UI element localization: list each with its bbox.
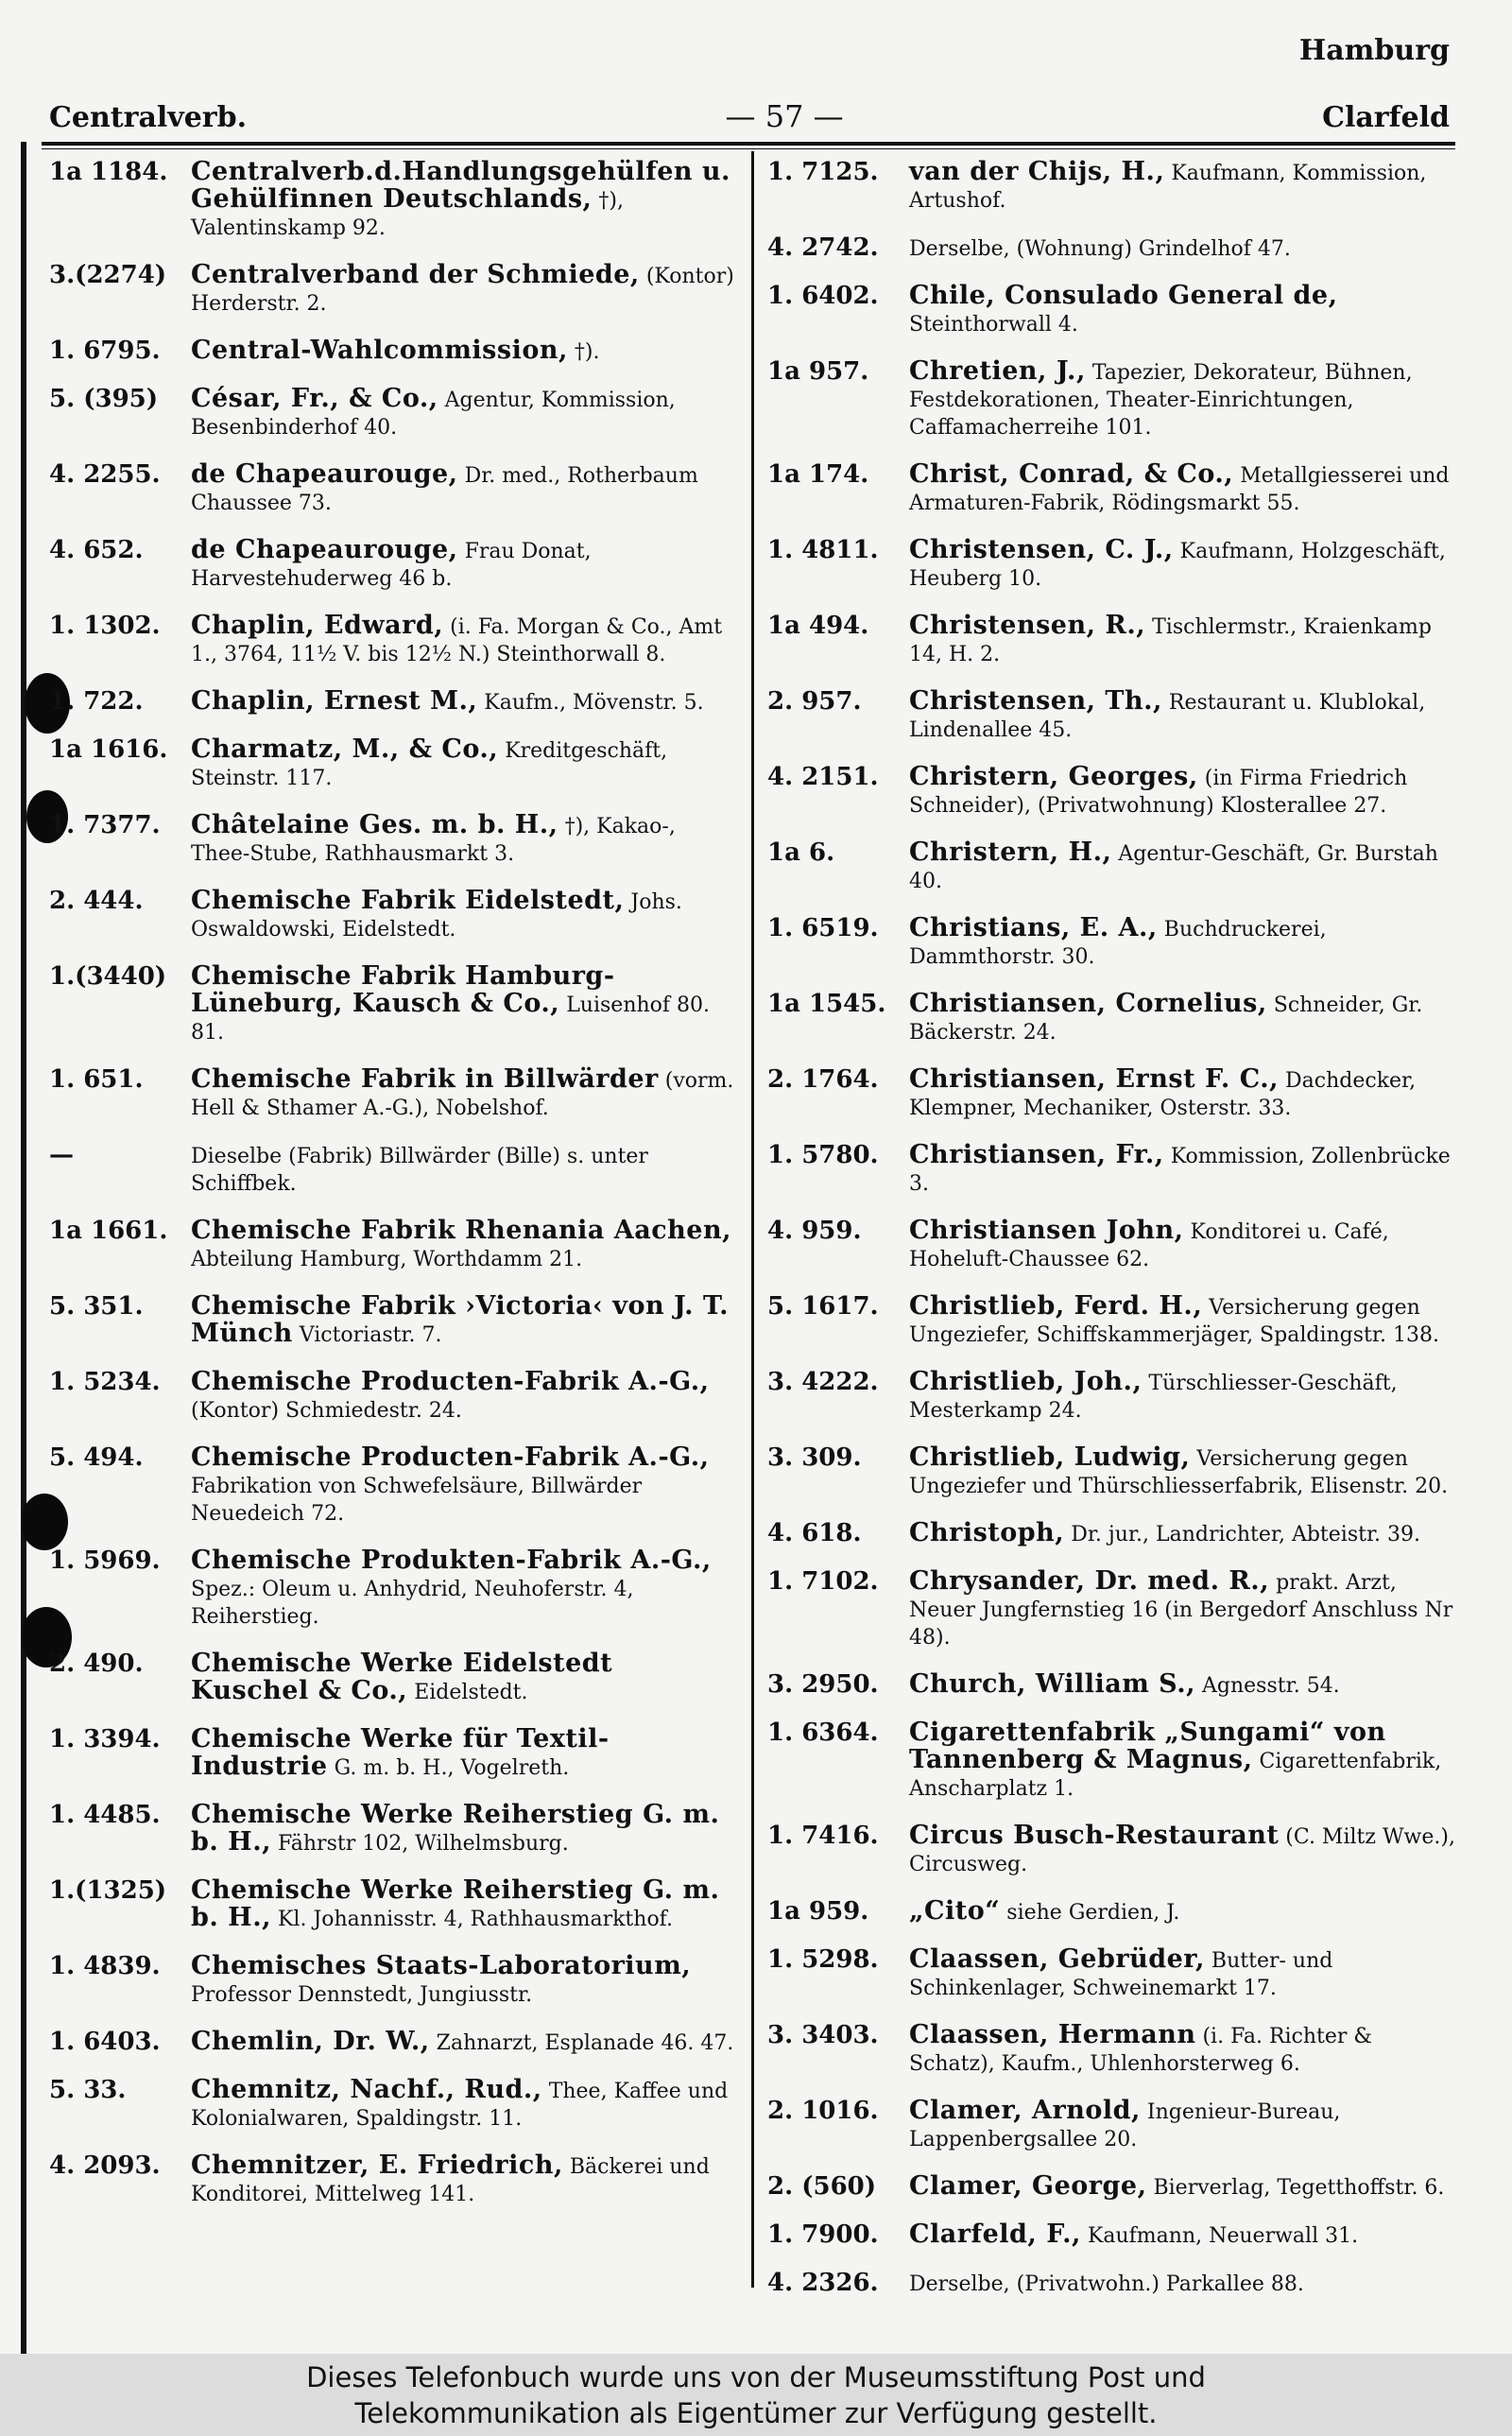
- entry-name: Christern, Georges,: [909, 762, 1198, 791]
- entry-number: 1. 6795.: [49, 337, 161, 365]
- directory-entry: [49, 1444, 739, 1528]
- entry-number: 2. 444.: [49, 887, 144, 915]
- entry-details: Bierverlag, Tegetthoffstr. 6.: [1146, 2176, 1445, 2200]
- entry-details: Butter- und Schinkenlager, Schweinemarkt 17.: [909, 1949, 1333, 2000]
- entry-name: Chemische Werke Reiherstieg G. m. b. H.,: [191, 1800, 720, 1857]
- entry-name: Church, William S.,: [909, 1669, 1196, 1699]
- entry-details: Tischlermstr., Kraienkamp 14, H. 2.: [909, 615, 1432, 666]
- entry-name: Clamer, Arnold,: [909, 2096, 1141, 2125]
- entry-details: Metallgiesserei und Armaturen-Fabrik, Rödingsmarkt 55.: [909, 464, 1450, 515]
- entry-details: Eidelstedt.: [407, 1681, 528, 1704]
- directory-entry: [49, 2029, 739, 2057]
- entry-number: 1. 3394.: [49, 1725, 161, 1754]
- entry-details: Dieselbe (Fabrik) Billwärder (Bille) s. unter Schiffbek.: [191, 1145, 648, 1196]
- directory-entry: [767, 537, 1462, 593]
- entry-details: Ingenieur-Bureau, Lappenbergsallee 20.: [909, 2100, 1341, 2151]
- entry-name: Christlieb, Joh.,: [909, 1367, 1143, 1396]
- directory-entry: [767, 1444, 1462, 1500]
- entry-details: (Kontor) Herderstr. 2.: [191, 265, 734, 316]
- entry-name: Cigarettenfabrik „Sungami“ von Tannenberg & Magnus,: [909, 1718, 1386, 1774]
- entry-name: Chemische Fabrik Rhenania Aachen,: [191, 1216, 732, 1245]
- entry-name: Claassen, Gebrüder,: [909, 1944, 1205, 1974]
- entry-details: Kaufmann, Kommission, Artushof.: [909, 162, 1427, 213]
- entry-name: Chemische Werke Reiherstieg G. m. b. H.,: [191, 1875, 720, 1932]
- entry-details: Kl. Johannisstr. 4, Rathhausmarkthof.: [271, 1908, 674, 1931]
- directory-entry: [49, 1293, 739, 1349]
- entry-details: prakt. Arzt, Neuer Jungfernstieg 16 (in Bergedorf Anschluss Nr 48).: [909, 1571, 1453, 1650]
- entry-number: 1. 4839.: [49, 1952, 161, 1980]
- directory-entry: [767, 1142, 1462, 1198]
- directory-entry: [767, 688, 1462, 744]
- entry-details: Johs. Oswaldowski, Eidelstedt.: [191, 890, 682, 942]
- directory-entry: [767, 2022, 1462, 2078]
- entry-details: †), Valentinskamp 92.: [191, 189, 624, 240]
- directory-entry: [49, 1650, 739, 1706]
- entry-number: 1a 1661.: [49, 1217, 168, 1245]
- directory-entry: [767, 1568, 1462, 1651]
- entry-name: Chrysander, Dr. med. R.,: [909, 1566, 1270, 1596]
- directory-entry: [49, 1953, 739, 2009]
- entry-details: Fährstr 102, Wilhelmsburg.: [271, 1832, 569, 1856]
- directory-entry: [49, 461, 739, 517]
- entry-number: 1a 1616.: [49, 735, 168, 764]
- entry-name: Christiansen, Ernst F. C.,: [909, 1064, 1280, 1094]
- entry-details: Steinthorwall 4.: [909, 313, 1078, 337]
- directory-entry: [767, 2098, 1462, 2153]
- entry-name: César, Fr., & Co.,: [191, 384, 438, 413]
- entry-name: Chemische Producten-Fabrik A.-G.,: [191, 1443, 710, 1472]
- directory-entry: [767, 1898, 1462, 1926]
- directory-entry: [767, 159, 1462, 215]
- entry-name: Chemische Werke Eidelstedt Kuschel & Co.,: [191, 1649, 613, 1705]
- entry-name: Claassen, Hermann: [909, 2020, 1196, 2049]
- entry-name: Christern, H.,: [909, 838, 1112, 867]
- left-column: [49, 159, 739, 2228]
- entry-details: Derselbe, (Privatwohn.) Parkallee 88.: [909, 2272, 1304, 2296]
- entry-details: Agentur, Kommission, Besenbinderhof 40.: [191, 389, 676, 440]
- directory-entry: [767, 358, 1462, 441]
- entry-details: Kaufm., Mövenstr. 5.: [477, 691, 704, 715]
- right-column: [767, 159, 1462, 2318]
- entry-number: 3. 2950.: [767, 1670, 879, 1699]
- entry-name: Christlieb, Ludwig,: [909, 1443, 1191, 1472]
- entry-details: Dachdecker, Klempner, Mechaniker, Osterstr. 33.: [909, 1069, 1417, 1120]
- entry-number: 1. 7377.: [49, 811, 161, 839]
- footer-line-1: Dieses Telefonbuch wurde uns von der Museumsstiftung Post und: [306, 2361, 1206, 2393]
- entry-number: 1. 5780.: [767, 1141, 879, 1169]
- entry-details: siehe Gerdien, J.: [1000, 1901, 1180, 1925]
- entry-number: 1. 7125.: [767, 158, 879, 186]
- binding-edge: [21, 142, 26, 2354]
- directory-entry: [767, 1946, 1462, 2002]
- entry-number: 3. 3403.: [767, 2021, 879, 2049]
- entry-number: 1. 7416.: [767, 1822, 879, 1850]
- directory-entry: [767, 2221, 1462, 2250]
- entry-name: Christ, Conrad, & Co.,: [909, 459, 1234, 489]
- directory-entry: [49, 1726, 739, 1782]
- entry-name: de Chapeaurouge,: [191, 535, 458, 564]
- entry-number: 4. 2151.: [767, 763, 879, 791]
- entry-details: Kommission, Zollenbrücke 3.: [909, 1145, 1451, 1196]
- page-header: [49, 91, 1450, 134]
- entry-details: Spez.: Oleum u. Anhydrid, Neuhoferstr. 4, Reiherstieg.: [191, 1578, 634, 1629]
- entry-name: Christlieb, Ferd. H.,: [909, 1291, 1203, 1321]
- directory-entry: [767, 2173, 1462, 2202]
- entry-name: Central-Wahlcommission,: [191, 336, 568, 365]
- directory-entry: [49, 812, 739, 868]
- entry-details: (i. Fa. Richter & Schatz), Kaufm., Uhlenhorsterweg 6.: [909, 2025, 1373, 2076]
- entry-name: Christensen, Th.,: [909, 686, 1162, 716]
- entry-number: 1a 1184.: [49, 158, 168, 186]
- entry-name: Châtelaine Ges. m. b. H.,: [191, 810, 558, 839]
- entry-name: Chemische Fabrik ›Victoria‹ von J. T. Münch: [191, 1291, 729, 1348]
- entry-number: 5. (395): [49, 385, 159, 413]
- directory-entry: [767, 1520, 1462, 1548]
- entry-details: Agnesstr. 54.: [1195, 1674, 1340, 1698]
- entry-number: 2. (560): [767, 2172, 877, 2201]
- entry-number: 1a 6.: [767, 838, 835, 867]
- entry-name: Christensen, C. J.,: [909, 535, 1174, 564]
- entry-number: 1a 1545.: [767, 990, 886, 1018]
- entry-name: de Chapeaurouge,: [191, 459, 458, 489]
- entry-number: 4. 652.: [49, 536, 144, 564]
- entry-number: 1. 722.: [49, 687, 144, 716]
- entry-number: 3.(2274): [49, 261, 167, 289]
- directory-entry: [49, 1547, 739, 1631]
- directory-entry: [49, 262, 739, 318]
- entry-number: 1. 5298.: [767, 1945, 879, 1974]
- entry-number: 1. 7900.: [767, 2220, 879, 2249]
- entry-number: 1. 4485.: [49, 1801, 161, 1829]
- directory-entry: [49, 736, 739, 792]
- entry-details: Dr. med., Rotherbaum Chaussee 73.: [191, 464, 698, 515]
- header-city: Hamburg: [1298, 34, 1450, 67]
- entry-name: Chemische Fabrik Eidelstedt,: [191, 886, 625, 915]
- header-left-keyword: Centralverb.: [49, 101, 248, 134]
- entry-details: Abteilung Hamburg, Worthdamm 21.: [191, 1248, 583, 1271]
- entry-name: Chemisches Staats-Laboratorium,: [191, 1951, 692, 1980]
- entry-number: —: [49, 1141, 74, 1169]
- footer-notice: [0, 2354, 1512, 2436]
- entry-details: Zahnarzt, Esplanade 46. 47.: [429, 2031, 734, 2055]
- entry-details: (Kontor) Schmiedestr. 24.: [191, 1399, 462, 1423]
- entry-number: 4. 618.: [767, 1519, 862, 1547]
- entry-details: (in Firma Friedrich Schneider), (Privatwohnung) Klosterallee 27.: [909, 767, 1408, 818]
- entry-name: Christiansen John,: [909, 1216, 1184, 1245]
- directory-entry: [767, 613, 1462, 668]
- entry-number: 1. 651.: [49, 1065, 144, 1094]
- directory-entry: [49, 386, 739, 441]
- directory-entry: [49, 1218, 739, 1273]
- entry-details: Versicherung gegen Ungeziefer und Thürschliesserfabrik, Elisenstr. 20.: [909, 1447, 1449, 1498]
- entry-number: 5. 33.: [49, 2076, 127, 2104]
- entry-number: 4. 2093.: [49, 2151, 161, 2180]
- entry-details: (vorm. Hell & Sthamer A.-G.), Nobelshof.: [191, 1069, 734, 1120]
- entry-number: 4. 2255.: [49, 460, 161, 489]
- entry-details: Luisenhof 80. 81.: [191, 993, 711, 1045]
- entry-number: 1. 5969.: [49, 1546, 161, 1575]
- entry-details: Restaurant u. Klublokal, Lindenallee 45.: [909, 691, 1426, 742]
- entry-number: 1. 6402.: [767, 282, 879, 310]
- entry-details: Frau Donat, Harvestehuderweg 46 b.: [191, 540, 592, 591]
- entry-name: Charmatz, M., & Co.,: [191, 734, 499, 764]
- entry-details: Kreditgeschäft, Steinstr. 117.: [191, 739, 668, 790]
- directory-entry: [767, 1066, 1462, 1122]
- entry-number: 5. 1617.: [767, 1292, 879, 1321]
- entry-name: Christiansen, Fr.,: [909, 1140, 1164, 1169]
- entry-number: 1. 7102.: [767, 1567, 879, 1596]
- entry-details: Bäckerei und Konditorei, Mittelweg 141.: [191, 2155, 710, 2206]
- entry-details: Derselbe, (Wohnung) Grindelhof 47.: [909, 237, 1291, 261]
- directory-entry: [49, 1802, 739, 1857]
- entry-number: 1a 174.: [767, 460, 869, 489]
- directory-entry: [767, 764, 1462, 820]
- directory-entry: [49, 1369, 739, 1425]
- entry-name: Centralverband der Schmiede,: [191, 260, 640, 289]
- entry-name: Chemische Producten-Fabrik A.-G.,: [191, 1367, 710, 1396]
- entry-details: Türschliesser-Geschäft, Mesterkamp 24.: [909, 1372, 1398, 1423]
- entry-name: Chemische Fabrik in Billwärder: [191, 1064, 659, 1094]
- entry-number: 1. 6403.: [49, 2028, 161, 2056]
- directory-entry: [767, 839, 1462, 895]
- entry-number: 1. 4811.: [767, 536, 879, 564]
- directory-entry: [767, 1719, 1462, 1803]
- directory-entry: [767, 1671, 1462, 1700]
- entry-number: 2. 1764.: [767, 1065, 879, 1094]
- entry-details: Kaufmann, Holzgeschäft, Heuberg 10.: [909, 540, 1446, 591]
- header-rule: [42, 142, 1455, 146]
- directory-entry: [49, 963, 739, 1046]
- directory-entry: [767, 1293, 1462, 1349]
- entry-name: Chaplin, Edward,: [191, 611, 444, 640]
- directory-entry: [49, 888, 739, 943]
- entry-details: (i. Fa. Morgan & Co., Amt 1., 3764, 11½ V. bis 12½ N.) Steinthorwall 8.: [191, 615, 723, 666]
- entry-name: Chile, Consulado General de,: [909, 281, 1338, 310]
- directory-entry: [49, 337, 739, 366]
- directory-entry: [49, 1877, 739, 1933]
- entry-details: Schneider, Gr. Bäckerstr. 24.: [909, 993, 1423, 1045]
- entry-number: 1. 5234.: [49, 1368, 161, 1396]
- directory-entry: [767, 1369, 1462, 1425]
- entry-name: Chemische Fabrik Hamburg-Lüneburg, Kausch & Co.,: [191, 961, 615, 1018]
- directory-entry: [49, 2077, 739, 2133]
- entry-name: Christoph,: [909, 1518, 1065, 1547]
- entry-name: Chemlin, Dr. W.,: [191, 2027, 430, 2056]
- directory-entry: [767, 1823, 1462, 1878]
- entry-details: Kaufmann, Neuerwall 31.: [1080, 2224, 1359, 2248]
- entry-details: Victoriastr. 7.: [292, 1323, 442, 1347]
- entry-number: 3. 309.: [767, 1443, 862, 1472]
- page-number: — 57 —: [725, 98, 844, 134]
- directory-entry: [49, 1066, 739, 1122]
- entry-name: Circus Busch-Restaurant: [909, 1821, 1280, 1850]
- entry-name: Clamer, George,: [909, 2171, 1147, 2201]
- directory-entry: [767, 991, 1462, 1046]
- entry-name: van der Chijs, H.,: [909, 157, 1165, 186]
- entry-number: 1. 1302.: [49, 612, 161, 640]
- entry-details: G. m. b. H., Vogelreth.: [327, 1756, 570, 1780]
- entry-details: Versicherung gegen Ungeziefer, Schiffskammerjäger, Spaldingstr. 138.: [909, 1296, 1439, 1347]
- column-divider: [751, 151, 754, 2288]
- entry-number: 1a 959.: [767, 1897, 869, 1926]
- entry-name: Christensen, R.,: [909, 611, 1146, 640]
- entry-details: Buchdruckerei, Dammthorstr. 30.: [909, 918, 1327, 969]
- entry-name: Christians, E. A.,: [909, 913, 1158, 942]
- entry-details: Thee, Kaffee und Kolonialwaren, Spaldingstr. 11.: [191, 2080, 729, 2131]
- entry-name: Chemnitz, Nachf., Rud.,: [191, 2075, 542, 2104]
- entry-name: Chaplin, Ernest M.,: [191, 686, 478, 716]
- entry-number: 2. 1016.: [767, 2097, 879, 2125]
- entry-number: 4. 959.: [767, 1217, 862, 1245]
- entry-name: Chretien, J.,: [909, 356, 1086, 386]
- entry-details: Cigarettenfabrik, Anscharplatz 1.: [909, 1750, 1442, 1801]
- entry-number: 1a 957.: [767, 357, 869, 386]
- entry-number: 1. 6519.: [767, 914, 879, 942]
- directory-entry: [49, 1142, 739, 1198]
- entry-number: 3. 4222.: [767, 1368, 879, 1396]
- directory-entry: [767, 1218, 1462, 1273]
- entry-details: Konditorei u. Café, Hoheluft-Chaussee 62.: [909, 1220, 1389, 1271]
- entry-number: 4. 2742.: [767, 233, 879, 262]
- directory-entry: [49, 2152, 739, 2208]
- entry-details: Dr. jur., Landrichter, Abteistr. 39.: [1064, 1523, 1421, 1546]
- entry-details: Fabrikation von Schwefelsäure, Billwärder Neuedeich 72.: [191, 1475, 643, 1526]
- directory-entry: [767, 2270, 1462, 2298]
- footer-line-2: Telekommunikation als Eigentümer zur Verfügung gestellt.: [354, 2397, 1158, 2429]
- entry-details: †).: [567, 340, 600, 364]
- directory-entry: [767, 283, 1462, 338]
- entry-number: 1. 6364.: [767, 1719, 879, 1747]
- entry-number: 1.(1325): [49, 1876, 167, 1905]
- entry-number: 5. 494.: [49, 1443, 144, 1472]
- directory-entry: [767, 234, 1462, 263]
- directory-entry: [49, 688, 739, 717]
- entry-number: 2. 957.: [767, 687, 862, 716]
- entry-name: Centralverb.d.Handlungsgehülfen u. Gehülfinnen Deutschlands,: [191, 157, 730, 214]
- entry-details: Professor Dennstedt, Jungiusstr.: [191, 1983, 533, 2007]
- directory-entry: [49, 613, 739, 668]
- entry-details: Tapezier, Dekorateur, Bühnen, Festdekorationen, Theater-Einrichtungen, Caffamacherreihe 101.: [909, 361, 1413, 440]
- directory-entry: [49, 159, 739, 242]
- entry-details: Agentur-Geschäft, Gr. Burstah 40.: [909, 842, 1438, 893]
- entry-name: Chemnitzer, E. Friedrich,: [191, 2151, 563, 2180]
- directory-entry: [767, 915, 1462, 971]
- entry-number: 4. 2326.: [767, 2269, 879, 2297]
- directory-entry: [49, 537, 739, 593]
- entry-number: 2. 490.: [49, 1650, 144, 1678]
- entry-number: 1.(3440): [49, 962, 167, 991]
- header-rule-thin: [42, 148, 1455, 149]
- entry-details: †), Kakao-, Thee-Stube, Rathhausmarkt 3.: [191, 815, 676, 866]
- entry-details: (C. Miltz Wwe.), Circusweg.: [909, 1825, 1455, 1876]
- entry-name: Chemische Produkten-Fabrik A.-G.,: [191, 1546, 712, 1575]
- entry-name: Chemische Werke für Textil-Industrie: [191, 1724, 610, 1781]
- entry-number: 5. 351.: [49, 1292, 144, 1321]
- entry-name: „Cito“: [909, 1896, 1001, 1926]
- entry-name: Clarfeld, F.,: [909, 2220, 1081, 2249]
- directory-entry: [767, 461, 1462, 517]
- entry-number: 1a 494.: [767, 612, 869, 640]
- entry-name: Christiansen, Cornelius,: [909, 989, 1267, 1018]
- header-right-keyword: Clarfeld: [1322, 101, 1450, 134]
